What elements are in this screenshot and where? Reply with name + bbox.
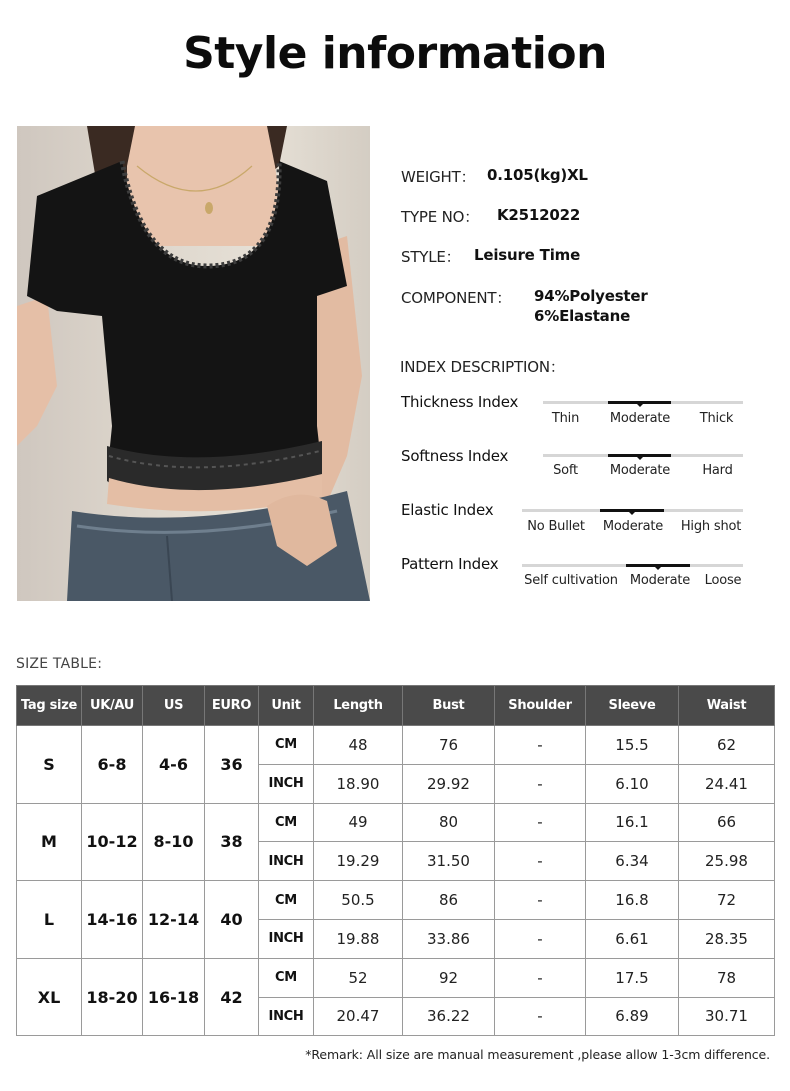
length-cell: 19.88 — [314, 919, 403, 958]
unit-cell: CM — [259, 726, 314, 765]
waist-cell: 28.35 — [679, 919, 775, 958]
unit-cell: INCH — [259, 764, 314, 803]
index-option: Loose — [704, 573, 742, 588]
shoulder-cell: - — [495, 726, 586, 765]
index-name: Thickness Index — [401, 393, 519, 411]
sleeve-cell: 6.89 — [586, 997, 679, 1036]
sleeve-cell: 17.5 — [586, 958, 679, 997]
index-name: Pattern Index — [401, 555, 499, 573]
ukau-cell: 6-8 — [82, 726, 143, 804]
weight-value: 0.105(kg)XL — [487, 166, 588, 184]
index-option: High shot — [680, 519, 742, 534]
ukau-cell: 14-16 — [82, 881, 143, 959]
sleeve-cell: 16.1 — [586, 803, 679, 842]
index-option-selected: Moderate — [629, 573, 691, 588]
type-label: TYPE NO： — [401, 208, 480, 226]
index-option: Hard — [702, 463, 733, 478]
shoulder-cell: - — [495, 919, 586, 958]
unit-cell: CM — [259, 803, 314, 842]
length-cell: 52 — [314, 958, 403, 997]
index-option: Self cultivation — [524, 573, 618, 588]
bust-cell: 80 — [403, 803, 495, 842]
euro-cell: 38 — [205, 803, 259, 881]
waist-cell: 30.71 — [679, 997, 775, 1036]
unit-cell: CM — [259, 958, 314, 997]
size-cell: S — [17, 726, 82, 804]
size-table-label: SIZE TABLE: — [16, 656, 103, 672]
length-cell: 20.47 — [314, 997, 403, 1036]
index-option-selected: Moderate — [602, 519, 664, 534]
index-selected-marker — [626, 564, 690, 567]
waist-cell: 24.41 — [679, 764, 775, 803]
us-cell: 12-14 — [143, 881, 205, 959]
header-cell: Tag size — [17, 686, 82, 726]
size-cell: M — [17, 803, 82, 881]
component-value-1: 94%Polyester — [534, 287, 648, 305]
index-name: Elastic Index — [401, 501, 494, 519]
length-cell: 49 — [314, 803, 403, 842]
euro-cell: 42 — [205, 958, 259, 1036]
unit-cell: INCH — [259, 919, 314, 958]
bust-cell: 29.92 — [403, 764, 495, 803]
index-option: No Bullet — [527, 519, 585, 534]
sleeve-cell: 16.8 — [586, 881, 679, 920]
header-cell: Length — [314, 686, 403, 726]
index-option: Soft — [553, 463, 578, 478]
header-cell: Unit — [259, 686, 314, 726]
index-selected-marker — [600, 509, 664, 512]
us-cell: 4-6 — [143, 726, 205, 804]
length-cell: 50.5 — [314, 881, 403, 920]
length-cell: 19.29 — [314, 842, 403, 881]
waist-cell: 62 — [679, 726, 775, 765]
euro-cell: 40 — [205, 881, 259, 959]
unit-cell: CM — [259, 881, 314, 920]
style-label: STYLE： — [401, 248, 461, 266]
table-row — [17, 726, 775, 765]
waist-cell: 72 — [679, 881, 775, 920]
bust-cell: 36.22 — [403, 997, 495, 1036]
index-selected-marker — [608, 401, 671, 404]
page-title: Style information — [183, 28, 607, 79]
bust-cell: 86 — [403, 881, 495, 920]
index-name: Softness Index — [401, 447, 509, 465]
shoulder-cell: - — [495, 881, 586, 920]
sleeve-cell: 15.5 — [586, 726, 679, 765]
header-cell: Bust — [403, 686, 495, 726]
table-row — [17, 958, 775, 997]
style-value: Leisure Time — [474, 246, 581, 264]
index-option: Thick — [699, 411, 734, 426]
header-cell: Waist — [679, 686, 775, 726]
table-row — [17, 881, 775, 920]
unit-cell: INCH — [259, 997, 314, 1036]
model-photo-icon — [17, 126, 370, 601]
us-cell: 8-10 — [143, 803, 205, 881]
shoulder-cell: - — [495, 997, 586, 1036]
size-cell: XL — [17, 958, 82, 1036]
component-value-2: 6%Elastane — [534, 307, 631, 325]
ukau-cell: 10-12 — [82, 803, 143, 881]
index-option-selected: Moderate — [609, 411, 671, 426]
component-label: COMPONENT： — [401, 289, 512, 307]
sleeve-cell: 6.10 — [586, 764, 679, 803]
shoulder-cell: - — [495, 803, 586, 842]
unit-cell: INCH — [259, 842, 314, 881]
index-option-selected: Moderate — [609, 463, 671, 478]
shoulder-cell: - — [495, 958, 586, 997]
header-cell: UK/AU — [82, 686, 143, 726]
bust-cell: 31.50 — [403, 842, 495, 881]
sleeve-cell: 6.34 — [586, 842, 679, 881]
index-selected-marker — [608, 454, 671, 457]
bust-cell: 92 — [403, 958, 495, 997]
header-cell: Shoulder — [495, 686, 586, 726]
bust-cell: 76 — [403, 726, 495, 765]
table-row — [17, 803, 775, 842]
ukau-cell: 18-20 — [82, 958, 143, 1036]
type-value: K2512022 — [497, 206, 581, 224]
waist-cell: 78 — [679, 958, 775, 997]
waist-cell: 66 — [679, 803, 775, 842]
length-cell: 48 — [314, 726, 403, 765]
length-cell: 18.90 — [314, 764, 403, 803]
header-cell: US — [143, 686, 205, 726]
bust-cell: 33.86 — [403, 919, 495, 958]
weight-label: WEIGHT： — [401, 168, 476, 186]
waist-cell: 25.98 — [679, 842, 775, 881]
shoulder-cell: - — [495, 842, 586, 881]
index-option: Thin — [551, 411, 580, 426]
euro-cell: 36 — [205, 726, 259, 804]
size-table — [16, 685, 775, 1036]
header-cell: EURO — [205, 686, 259, 726]
size-table-header — [17, 686, 775, 726]
header-cell: Sleeve — [586, 686, 679, 726]
index-heading: INDEX DESCRIPTION： — [400, 358, 565, 376]
shoulder-cell: - — [495, 764, 586, 803]
size-cell: L — [17, 881, 82, 959]
remark-note: *Remark: All size are manual measurement ,please allow 1-3cm difference. — [305, 1047, 770, 1062]
us-cell: 16-18 — [143, 958, 205, 1036]
sleeve-cell: 6.61 — [586, 919, 679, 958]
